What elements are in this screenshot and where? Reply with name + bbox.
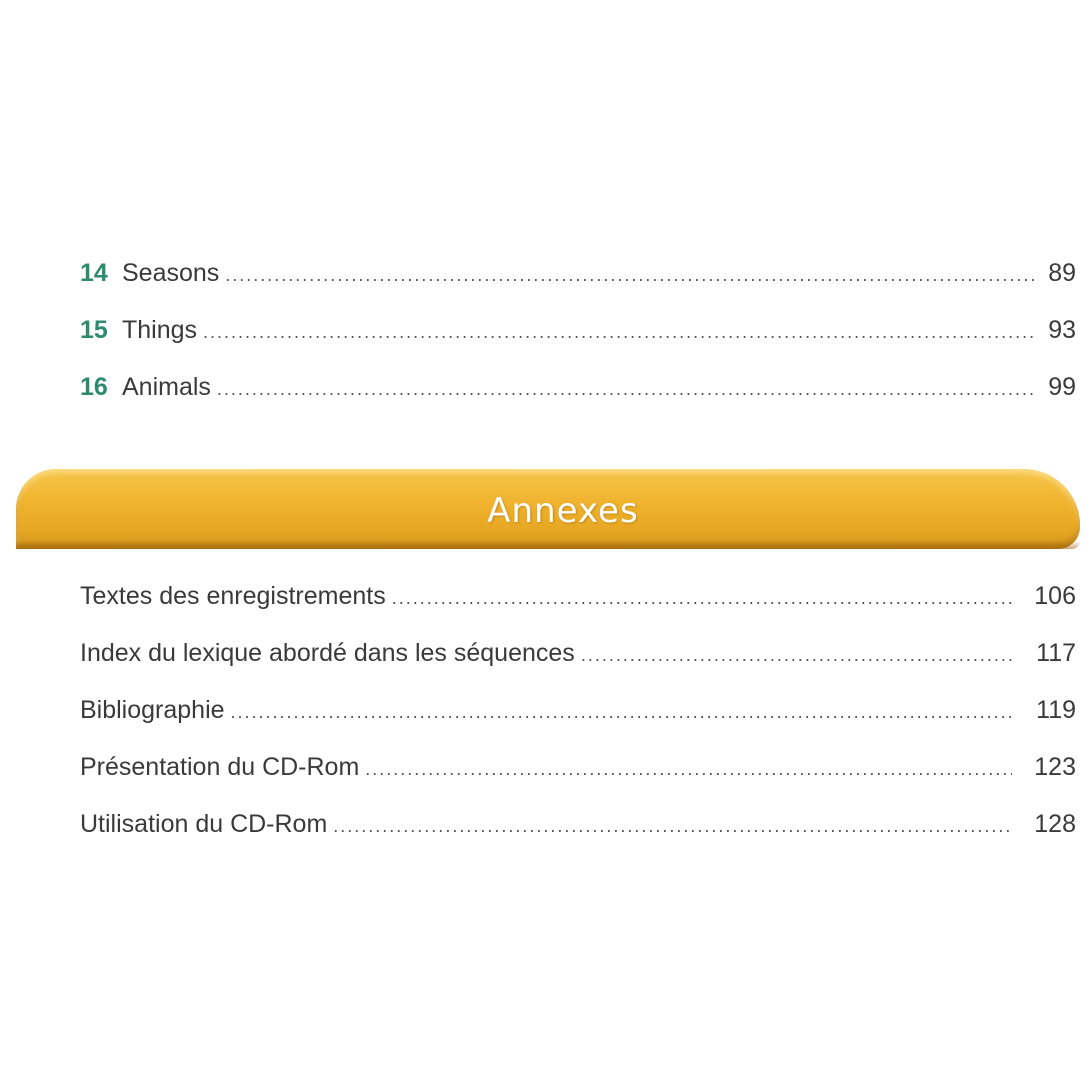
entry-title: Textes des enregistrements	[80, 582, 386, 610]
dot-leader	[365, 754, 1012, 784]
dot-leader	[203, 317, 1034, 347]
entry-number: 14	[80, 259, 108, 287]
annexes-heading: Annexes	[487, 491, 639, 531]
entry-number: 16	[80, 373, 108, 401]
annex-entry-textes[interactable]	[80, 581, 1076, 613]
dot-leader	[231, 697, 1012, 727]
entry-page-number: 93	[1048, 316, 1076, 344]
entry-title: Présentation du CD-Rom	[80, 753, 360, 781]
entry-page-number: 99	[1048, 373, 1076, 401]
dot-leader	[217, 374, 1034, 404]
toc-entry-14[interactable]	[80, 258, 1076, 290]
entry-page-number: 89	[1048, 259, 1076, 287]
annex-entry-utilisation-cdrom[interactable]	[80, 809, 1076, 841]
entry-page-number: 119	[1036, 696, 1076, 724]
entry-title: Animals	[122, 373, 211, 401]
annex-entry-bibliographie[interactable]	[80, 695, 1076, 727]
entry-title: Seasons	[122, 259, 220, 287]
entry-page-number: 106	[1034, 582, 1076, 610]
entry-title: Things	[122, 316, 198, 344]
dot-leader	[392, 583, 1012, 613]
entry-page-number: 123	[1034, 753, 1076, 781]
dot-leader	[581, 640, 1012, 670]
toc-entry-16[interactable]	[80, 372, 1076, 404]
dot-leader	[225, 260, 1034, 290]
dot-leader	[333, 811, 1012, 841]
annex-entry-presentation-cdrom[interactable]	[80, 752, 1076, 784]
entry-page-number: 117	[1036, 639, 1076, 667]
entry-title: Utilisation du CD-Rom	[80, 810, 328, 838]
entry-number: 15	[80, 316, 108, 344]
toc-entry-15[interactable]	[80, 315, 1076, 347]
entry-title: Bibliographie	[80, 696, 225, 724]
annex-entry-index[interactable]	[80, 638, 1076, 670]
entry-title: Index du lexique abordé dans les séquences	[80, 639, 575, 667]
entry-page-number: 128	[1034, 810, 1076, 838]
annexes-banner	[16, 469, 1080, 549]
